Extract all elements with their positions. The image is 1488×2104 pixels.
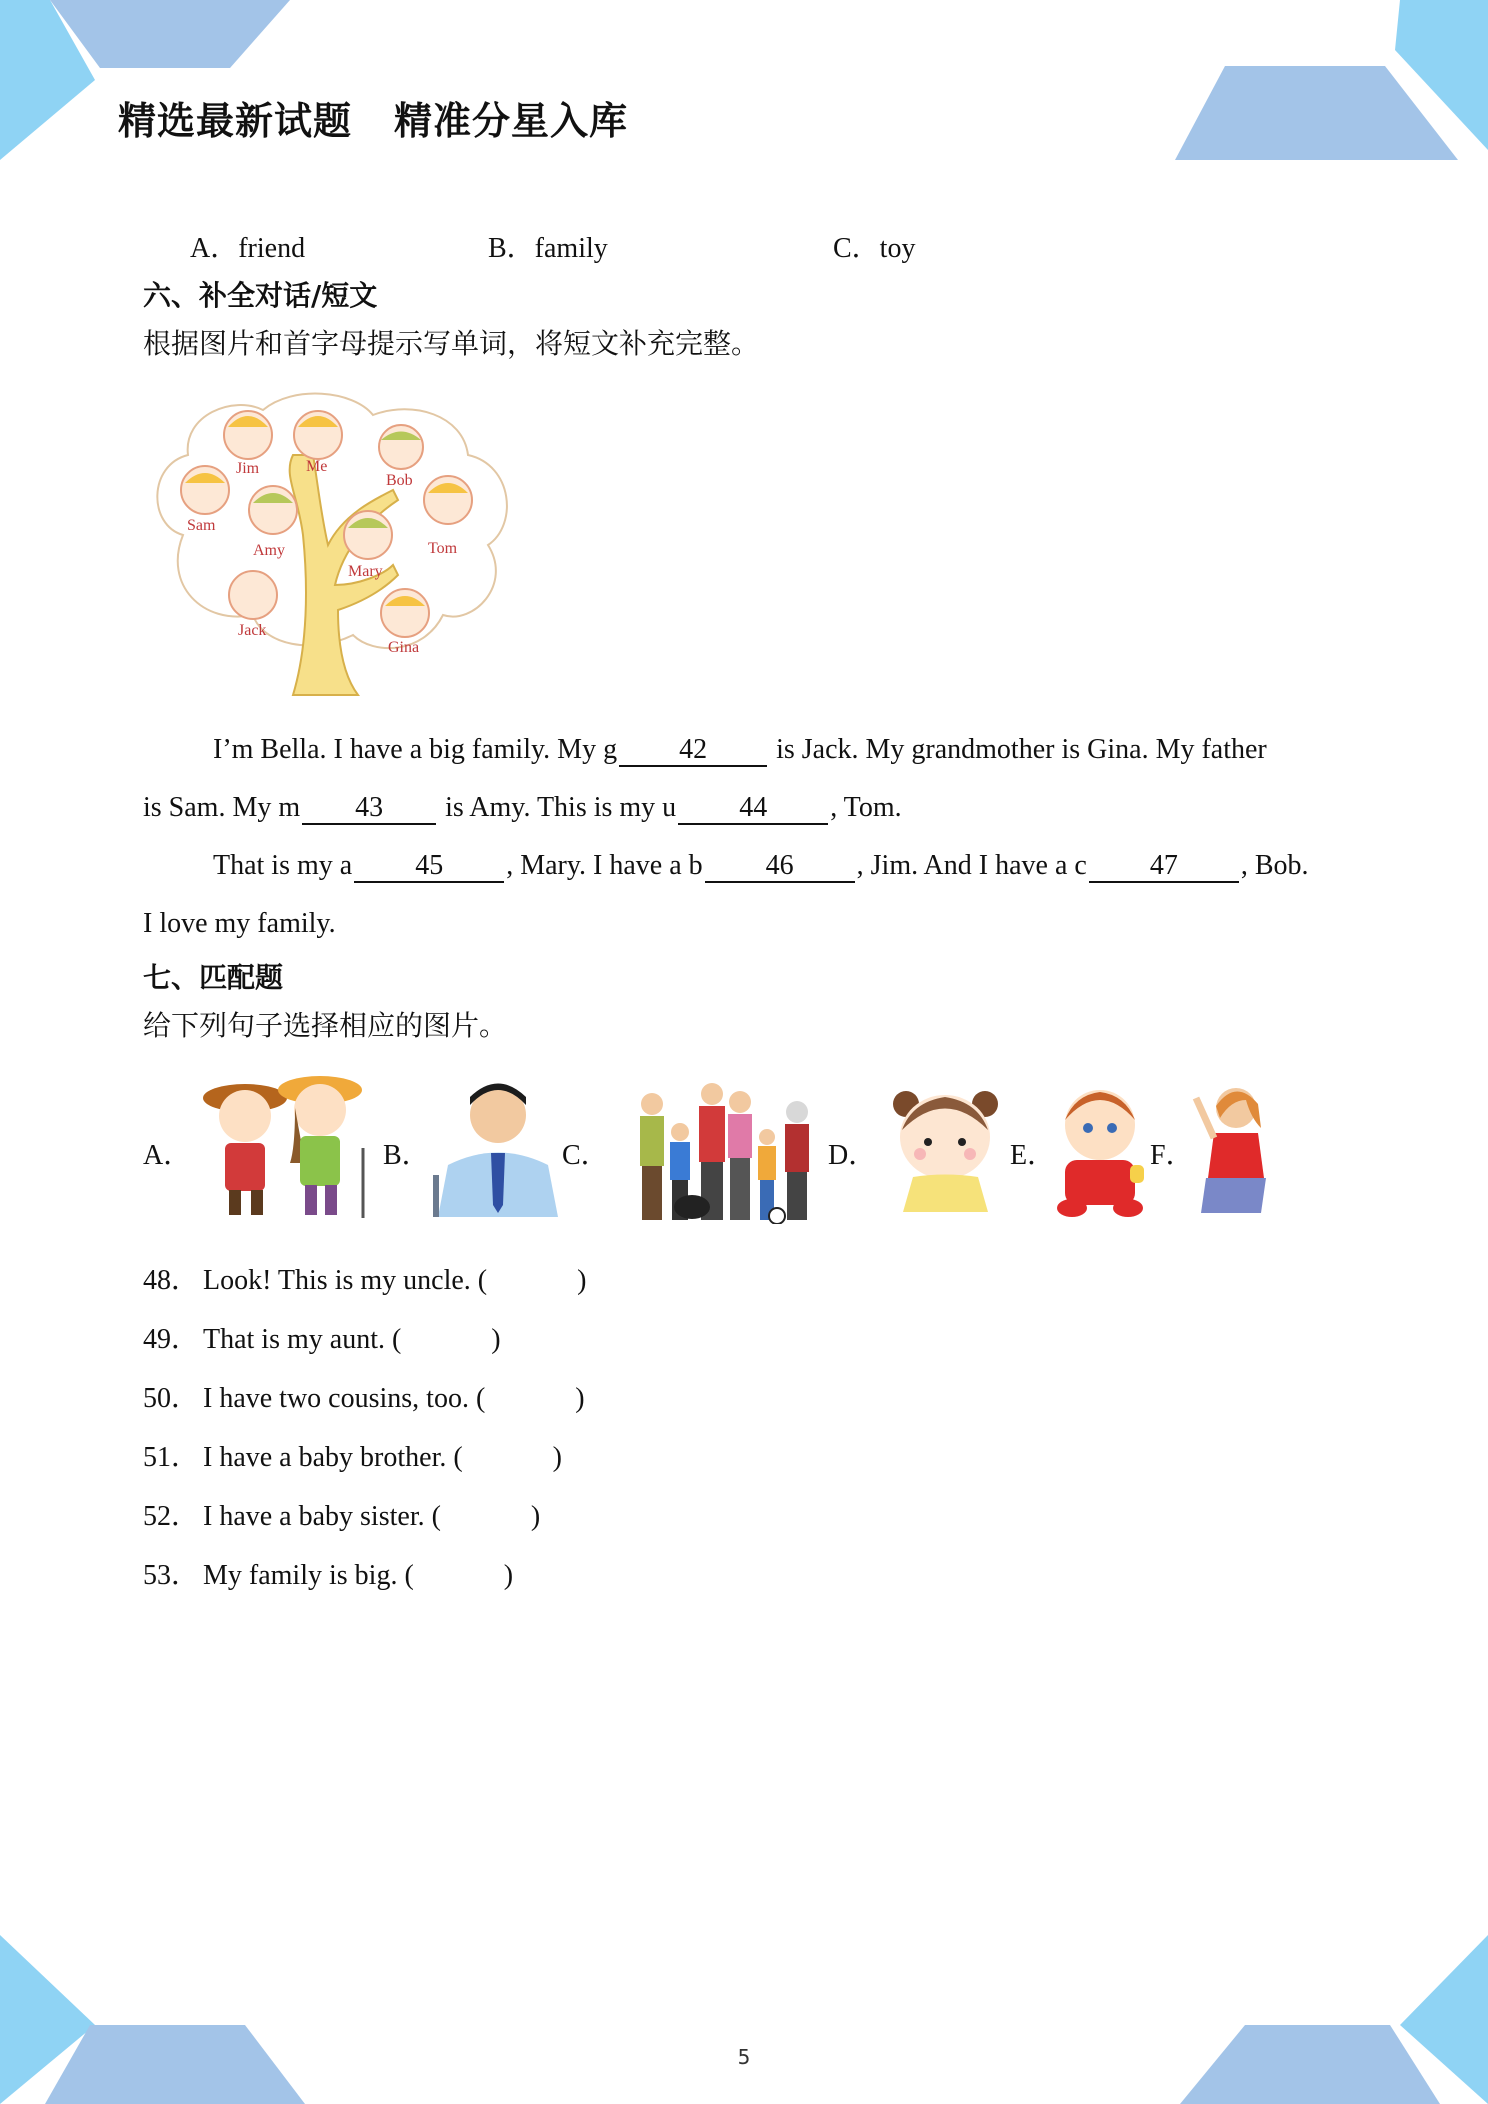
- passage-text: , Jim. And I have a c: [856, 850, 1087, 881]
- question-text: Look! This is my uncle. (: [203, 1265, 488, 1296]
- question-close-paren: ): [503, 1560, 514, 1591]
- option-a: A．friend: [190, 233, 306, 264]
- tree-name-amy: Amy: [253, 542, 285, 559]
- passage-line-3: [143, 837, 1353, 895]
- passage-text: I’m Bella. I have a big family. My g: [213, 734, 618, 765]
- question-53: [143, 1553, 513, 1593]
- blank-45[interactable]: 45: [354, 851, 504, 883]
- question-number: 48．: [143, 1265, 200, 1296]
- question-text: I have a baby sister. (: [203, 1501, 441, 1532]
- option-c: C．toy: [833, 233, 916, 264]
- picture-a-kids-hiking: [195, 1068, 375, 1223]
- tree-name-gina: Gina: [388, 639, 420, 656]
- section7-instruction: 给下列句子选择相应的图片。: [143, 1011, 508, 1042]
- picture-c-big-family: [632, 1082, 822, 1224]
- picture-e-baby-boy: [1050, 1080, 1150, 1220]
- tree-name-mary: Mary: [348, 563, 383, 580]
- picture-label-e: E．: [1010, 1140, 1056, 1171]
- picture-label-c: C．: [562, 1140, 609, 1171]
- picture-label-d: D．: [828, 1140, 877, 1171]
- option-b: B．family: [488, 233, 608, 264]
- picture-label-f: F．: [1150, 1140, 1194, 1171]
- blank-44[interactable]: 44: [678, 793, 828, 825]
- question-49: [143, 1317, 501, 1357]
- question-close-paren: ): [552, 1442, 562, 1473]
- picture-f-woman-waving: [1186, 1078, 1276, 1218]
- question-number: 52．: [143, 1501, 200, 1532]
- blank-47[interactable]: 47: [1089, 851, 1239, 883]
- tree-name-bob: Bob: [386, 472, 413, 489]
- question-48: [143, 1258, 586, 1298]
- question-text: I have a baby brother. (: [203, 1442, 463, 1473]
- question-close-paren: ): [577, 1265, 587, 1296]
- family-tree-illustration: [143, 385, 523, 705]
- passage-text: , Mary. I have a b: [506, 850, 703, 881]
- question-text: That is my aunt. (: [203, 1324, 402, 1355]
- question-number: 50．: [143, 1383, 200, 1414]
- question-51: [143, 1435, 562, 1475]
- tree-name-me: Me: [306, 458, 328, 475]
- picture-b-man-in-shirt: [433, 1075, 563, 1217]
- section7-title: 七、匹配题: [143, 961, 284, 994]
- passage-line-2: [143, 779, 1353, 837]
- question-close-paren: ): [491, 1324, 501, 1355]
- passage-text: is Sam. My m: [143, 792, 301, 823]
- blank-42[interactable]: 42: [619, 735, 767, 767]
- question-52: [143, 1494, 540, 1534]
- tree-name-jim: Jim: [236, 460, 260, 477]
- passage-text: is Jack. My grandmother is Gina. My father: [769, 734, 1267, 765]
- question-text: I have two cousins, too. (: [203, 1383, 486, 1414]
- passage: [143, 721, 1353, 953]
- passage-text: That is my a: [213, 850, 353, 881]
- question-50: [143, 1376, 585, 1416]
- question-close-paren: ): [530, 1501, 541, 1532]
- passage-text: , Bob.: [1240, 850, 1309, 881]
- question-number: 51．: [143, 1442, 200, 1473]
- header-title-part2: 精准分星入库: [394, 99, 629, 143]
- section6-title: 六、补全对话/短文: [143, 279, 378, 312]
- tree-name-jack: Jack: [238, 622, 267, 639]
- blank-43[interactable]: 43: [302, 793, 436, 825]
- question-number: 53．: [143, 1560, 200, 1591]
- header-title: [118, 90, 628, 145]
- passage-text: is Amy. This is my u: [438, 792, 677, 823]
- question-close-paren: ): [575, 1383, 585, 1414]
- page-number: 5: [737, 2045, 751, 2069]
- question-text: My family is big. (: [203, 1560, 414, 1591]
- question-number: 49．: [143, 1324, 200, 1355]
- passage-line-4: I love my family.: [143, 908, 336, 939]
- tree-name-tom: Tom: [428, 540, 458, 557]
- picture-d-baby-girl: [888, 1082, 1003, 1217]
- picture-label-b: B．: [383, 1140, 430, 1171]
- header-title-part1: 精选最新试题: [118, 99, 353, 143]
- passage-text: , Tom.: [830, 792, 902, 823]
- picture-label-a: A．: [143, 1140, 192, 1171]
- section6-instruction: 根据图片和首字母提示写单词，将短文补充完整。: [143, 329, 760, 360]
- blank-46[interactable]: 46: [705, 851, 855, 883]
- tree-name-sam: Sam: [187, 517, 216, 534]
- passage-line-1: [143, 721, 1353, 779]
